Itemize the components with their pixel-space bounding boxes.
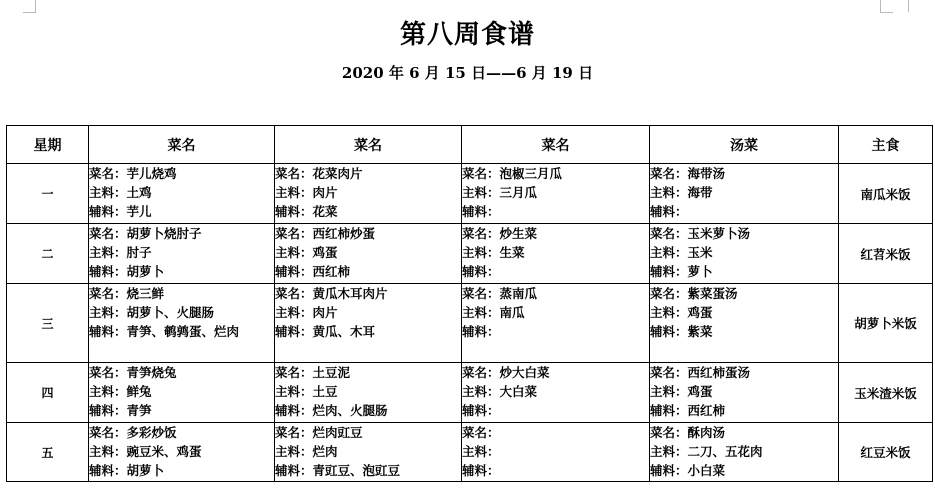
dish-name: 菜名：芋儿烧鸡: [89, 166, 177, 181]
main-ingredient: 主料：: [462, 444, 500, 459]
dish-cell: [462, 224, 650, 284]
main-ingredient: 主料：土豆: [275, 384, 338, 399]
dish-name: 菜名：花菜肉片: [275, 166, 363, 181]
header-staple: 主食: [839, 126, 933, 164]
day-cell: 一: [7, 164, 89, 224]
main-ingredient: 主料：肘子: [89, 245, 152, 260]
aux-ingredient: 辅料：: [650, 204, 688, 219]
main-ingredient: 主料：鸡蛋: [650, 384, 713, 399]
staple-cell: 红豆米饭: [839, 423, 933, 482]
aux-ingredient: 辅料：: [462, 264, 500, 279]
aux-ingredient: 辅料：青笋: [89, 403, 152, 418]
aux-ingredient: 辅料：萝卜: [650, 264, 713, 279]
aux-ingredient: 辅料：芋儿: [89, 204, 152, 219]
dish-name: 菜名：: [462, 425, 500, 440]
dish-cell: [275, 363, 462, 423]
soup-cell: [650, 423, 839, 482]
soup-cell: [650, 164, 839, 224]
table-header-row: [7, 126, 933, 164]
main-ingredient: 主料：胡萝卜、火腿肠: [89, 305, 215, 320]
aux-ingredient: 辅料：紫菜: [650, 324, 713, 339]
day-cell: 三: [7, 284, 89, 363]
dish-name: 菜名：黄瓜木耳肉片: [275, 286, 388, 301]
margin-corner-mark-left: [23, 0, 36, 13]
dish-name: 菜名：土豆泥: [275, 365, 351, 380]
main-ingredient: 主料：二刀、五花肉: [650, 444, 763, 459]
header-day: 星期: [7, 126, 89, 164]
aux-ingredient: 辅料：青笋、鹌鹑蛋、烂肉: [89, 324, 240, 339]
dish-cell: [462, 423, 650, 482]
dish-cell: [275, 164, 462, 224]
dish-name: 菜名：海带汤: [650, 166, 726, 181]
main-ingredient: 主料：南瓜: [462, 305, 525, 320]
aux-ingredient: 辅料：: [462, 324, 500, 339]
aux-ingredient: 辅料：: [462, 204, 500, 219]
main-ingredient: 主料：烂肉: [275, 444, 338, 459]
soup-cell: [650, 224, 839, 284]
page-title: 第八周食谱: [399, 20, 535, 50]
main-ingredient: 主料：玉米: [650, 245, 713, 260]
main-ingredient: 主料：生菜: [462, 245, 525, 260]
dish-name: 菜名：烧三鲜: [89, 286, 165, 301]
main-ingredient: 主料：鸡蛋: [650, 305, 713, 320]
aux-ingredient: 辅料：黄瓜、木耳: [275, 324, 376, 339]
dish-cell: [275, 423, 462, 482]
main-ingredient: 主料：大白菜: [462, 384, 538, 399]
dish-name: 菜名：烂肉豇豆: [275, 425, 363, 440]
date-range: 2020 年 6 月 15 日——6 月 19 日: [341, 64, 594, 82]
aux-ingredient: 辅料：西红柿: [275, 264, 351, 279]
table-row: [7, 284, 933, 363]
main-ingredient: 主料：海带: [650, 185, 713, 200]
dish-cell: [462, 284, 650, 363]
table-row: [7, 363, 933, 423]
dish-name: 菜名：多彩炒饭: [89, 425, 177, 440]
margin-line-right: [908, 0, 909, 12]
margin-corner-mark-right: [880, 0, 893, 13]
dish-name: 菜名：西红柿蛋汤: [650, 365, 751, 380]
staple-cell: 南瓜米饭: [839, 164, 933, 224]
staple-cell: 红苕米饭: [839, 224, 933, 284]
table-row: [7, 164, 933, 224]
aux-ingredient: 辅料：青豇豆、泡豇豆: [275, 463, 401, 478]
table-row: [7, 224, 933, 284]
dish-cell: [462, 164, 650, 224]
dish-name: 菜名：蒸南瓜: [462, 286, 538, 301]
soup-cell: [650, 363, 839, 423]
main-ingredient: 主料：肉片: [275, 305, 338, 320]
staple-cell: 玉米渣米饭: [839, 363, 933, 423]
dish-name: 菜名：泡椒三月瓜: [462, 166, 563, 181]
dish-cell: [89, 363, 275, 423]
dish-name: 菜名：胡萝卜烧肘子: [89, 226, 202, 241]
header-dish-3: 菜名: [462, 126, 650, 164]
day-cell: 五: [7, 423, 89, 482]
dish-name: 菜名：青笋烧兔: [89, 365, 177, 380]
dish-name: 菜名：酥肉汤: [650, 425, 726, 440]
dish-cell: [462, 363, 650, 423]
dish-name: 菜名：西红柿炒蛋: [275, 226, 376, 241]
dish-name: 菜名：炒生菜: [462, 226, 538, 241]
main-ingredient: 主料：鸡蛋: [275, 245, 338, 260]
main-ingredient: 主料：肉片: [275, 185, 338, 200]
aux-ingredient: 辅料：西红柿: [650, 403, 726, 418]
header-soup: 汤菜: [650, 126, 839, 164]
dish-name: 菜名：紫菜蛋汤: [650, 286, 738, 301]
day-cell: 四: [7, 363, 89, 423]
aux-ingredient: 辅料：花菜: [275, 204, 338, 219]
aux-ingredient: 辅料：: [462, 403, 500, 418]
dish-cell: [89, 224, 275, 284]
header-dish-1: 菜名: [89, 126, 275, 164]
dish-cell: [275, 284, 462, 363]
main-ingredient: 主料：土鸡: [89, 185, 152, 200]
aux-ingredient: 辅料：小白菜: [650, 463, 726, 478]
header-dish-2: 菜名: [275, 126, 462, 164]
aux-ingredient: 辅料：烂肉、火腿肠: [275, 403, 388, 418]
staple-cell: 胡萝卜米饭: [839, 284, 933, 363]
soup-cell: [650, 284, 839, 363]
dish-name: 菜名：玉米萝卜汤: [650, 226, 751, 241]
menu-table: [6, 125, 933, 482]
main-ingredient: 主料：鲜兔: [89, 384, 152, 399]
dish-name: 菜名：炒大白菜: [462, 365, 550, 380]
dish-cell: [89, 284, 275, 363]
dish-cell: [89, 423, 275, 482]
main-ingredient: 主料：三月瓜: [462, 185, 538, 200]
aux-ingredient: 辅料：胡萝卜: [89, 264, 165, 279]
main-ingredient: 主料：豌豆米、鸡蛋: [89, 444, 202, 459]
dish-cell: [89, 164, 275, 224]
dish-cell: [275, 224, 462, 284]
aux-ingredient: 辅料：: [462, 463, 500, 478]
day-cell: 二: [7, 224, 89, 284]
aux-ingredient: 辅料：胡萝卜: [89, 463, 165, 478]
table-row: [7, 423, 933, 482]
